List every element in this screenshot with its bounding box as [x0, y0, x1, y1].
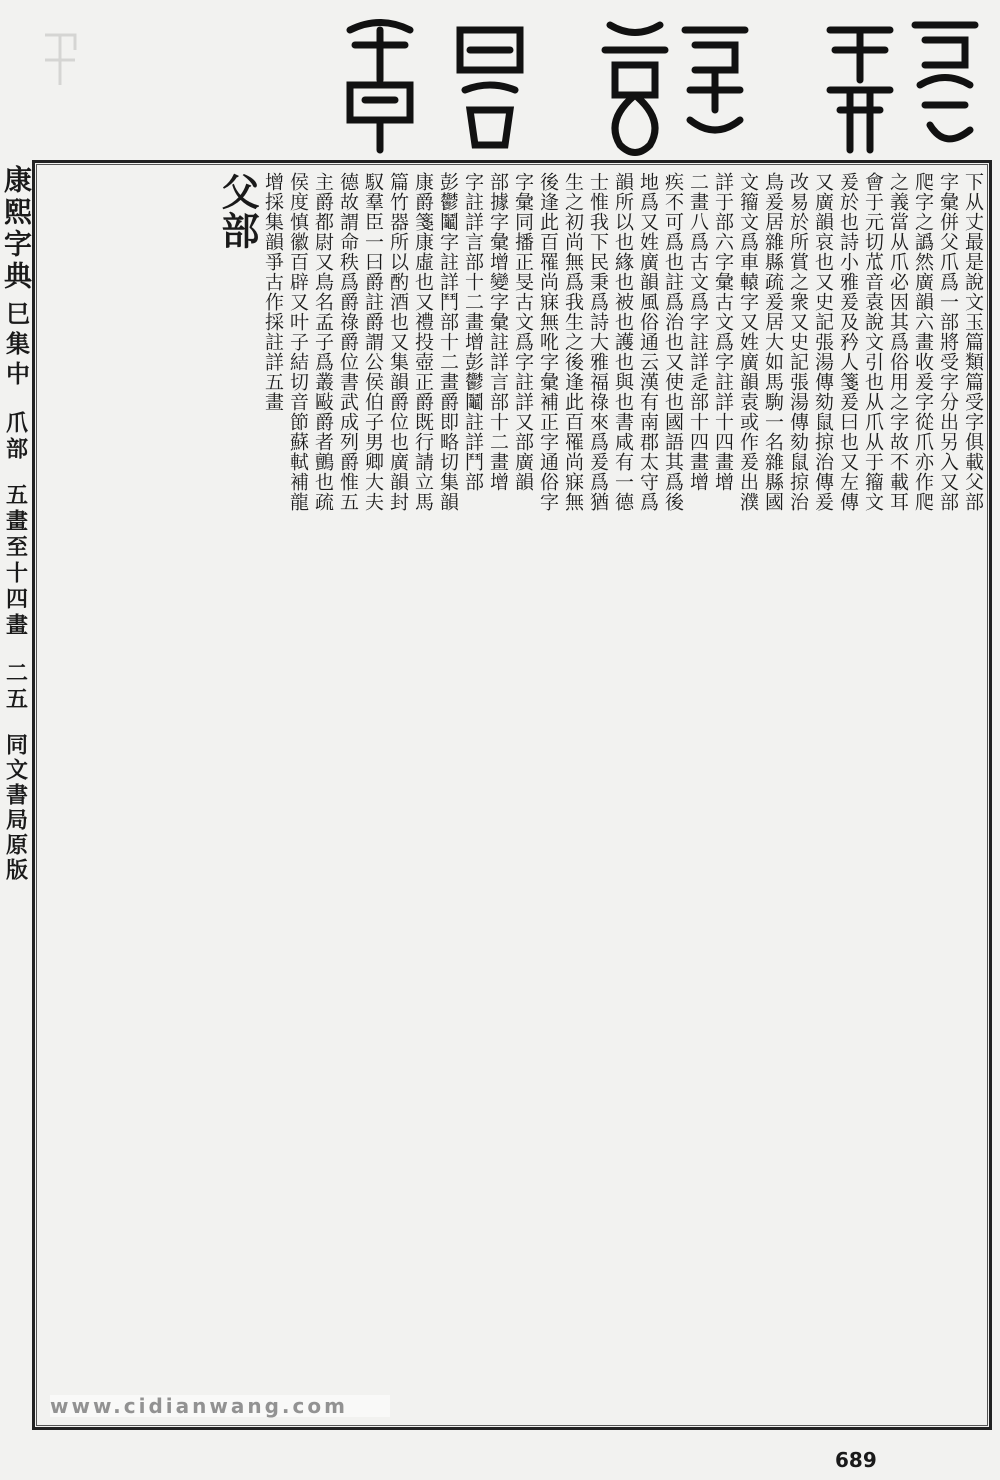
text-column: 詳于部六字彙古文爲字註詳十四畫增 — [712, 172, 734, 492]
faint-seal-glyph — [40, 30, 80, 90]
text-column: 爰於也詩小雅爰及矜人箋爰曰也又左傳 — [837, 172, 859, 512]
text-column: 文籀文爲車轅字又姓廣韻袁或作爰出濮 — [737, 172, 759, 512]
stroke-range: 五畫至十四畫 — [2, 483, 29, 639]
text-column: 彭鬱鬮字註詳鬥部十二畫爵即略切集韻 — [437, 172, 459, 512]
seal-glyph — [675, 10, 755, 160]
publisher-label: 同文書局原版 — [2, 733, 29, 883]
seal-glyph — [905, 10, 985, 160]
text-column: 康爵箋康虛也又禮投壺正爵既行請立馬 — [412, 172, 434, 512]
folio-number: 二五 — [2, 661, 29, 713]
watermark: www.cidianwang.com — [50, 1395, 390, 1417]
text-column: 生之初尚無爲我生之後逢此百罹尚寐無 — [562, 172, 584, 512]
text-column: 二畫八爲古文爲字註詳辵部十四畫增 — [687, 172, 709, 492]
text-column: 字彙同播正旻古文爲字註詳又部廣韻 — [512, 172, 534, 492]
text-column: 字註詳言部十二畫增彭鬱鬮註詳鬥部 — [462, 172, 484, 492]
text-column: 字彙併父爪爲一部將受字分出另入又部 — [937, 172, 959, 512]
text-column: 士惟我下民秉爲詩大雅福祿來爲爰爲猶 — [587, 172, 609, 512]
text-column: 爬字之譌然廣韻六畫收爰字從爪亦作爬 — [912, 172, 934, 512]
radical-label: 爪部 — [2, 411, 29, 463]
page-number: 689 — [835, 1448, 877, 1472]
seal-glyph — [595, 10, 675, 160]
text-column: 馭羣臣一曰爵註爵謂公侯伯子男卿大夫 — [362, 172, 384, 512]
text-column: 德故謂命秩爲爵祿爵位書武成列爵惟五 — [337, 172, 359, 512]
text-column: 又廣韻哀也又史記張湯傳劾鼠掠治傳爰 — [812, 172, 834, 512]
text-column: 增採集韻爭古作採註詳五畫 — [262, 172, 284, 412]
seal-glyph — [820, 10, 900, 160]
text-column: 疾不可爲也註爲治也又使也國語其爲後 — [662, 172, 684, 512]
text-column: 地爲又姓廣韻風俗通云漢有南郡太守爲 — [637, 172, 659, 512]
dictionary-text — [40, 172, 985, 1422]
text-column: 侯度慎徽百辟又叶子結切音節蘇軾補龍 — [287, 172, 309, 512]
seal-glyph — [340, 10, 420, 160]
radical-header: 父部 — [215, 172, 260, 250]
text-column: 下从丈最是說文玉篇類篇受字俱載父部 — [962, 172, 984, 512]
text-column: 篇竹器所以酌酒也又集韻爵位也廣韻封 — [387, 172, 409, 512]
text-column: 改易於所賞之衆又史記張湯傳劾鼠掠治 — [787, 172, 809, 512]
text-column: 後逢此百罹尚寐無吪字彙補正字通俗字 — [537, 172, 559, 512]
text-column: 韻所以也緣也被也護也與也書咸有一德 — [612, 172, 634, 512]
seal-script-header — [330, 10, 990, 160]
book-title: 康熙字典 — [0, 165, 33, 293]
text-column: 鳥爰居雜縣疏爰居大如馬駒一名雜縣國 — [762, 172, 784, 512]
text-column: 部據字彙增變字彙註詳言部十二畫增 — [487, 172, 509, 492]
text-column: 主爵都尉又鳥名孟子爲叢敺爵者鸇也疏 — [312, 172, 334, 512]
text-column: 會于元切苽音袁說文引也从爪从于籀文 — [862, 172, 884, 512]
text-column: 之義當从爪必因其爲俗用之字故不載耳 — [887, 172, 909, 512]
seal-glyph — [450, 10, 530, 160]
margin-column — [0, 165, 32, 1475]
volume-label: 巳集中 — [1, 301, 31, 391]
